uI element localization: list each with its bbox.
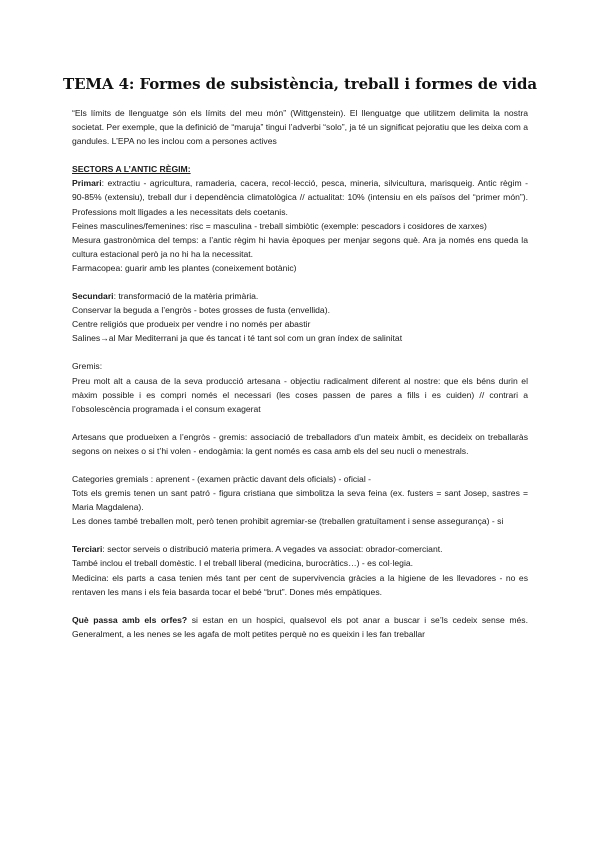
gremis-paragraph-1: Preu molt alt a causa de la seva producció artesana - objectiu radicalment diferent al nostre: que els béns durin el màxim possible i es compri només el necessari (les coses passen de pares a fills i es cuiden) // contrari a l’obsolescència programada i el consum exagerat (72, 375, 528, 414)
secundari-line: Conservar la beguda a l’engròs - botes grosses de fusta (envellida). (72, 305, 330, 316)
terciari-text: : sector serveis o distribució materia primera. A vegades va associat: obrador-comerciant. (102, 544, 443, 555)
secundari-label: Secundari (72, 291, 114, 302)
intro-paragraph: “Els límits de llenguatge són els límits del meu món” (Wittgenstein). El llenguatge que utilitzem delimita la nostra societat. Per exemple, que la definició de “maruja” tingui l’adverbi “solo”, ja té un significat pejoratiu que les deixa com a gandules. L’EPA no les inclou com a persones actives (72, 108, 528, 147)
secundari-line: Centre religiós que produeix per vendre i no només per abastir (72, 319, 311, 330)
primari-paragraph (72, 176, 528, 218)
farmacopea-paragraph: Farmacopea: guarir amb les plantes (coneixement botànic) (72, 262, 297, 273)
primari-text: : extractiu - agricultura, ramaderia, cacera, recol·lecció, pesca, mineria, silvicultura, marisqueig. Antic règim - 90-85% (extensiu), treball dur i dependència climatològica // actualitat: 10% (intensiu en els països del “primer món”). Professions molt lligades a les necessitats dels coetanis. (72, 178, 528, 217)
orfes-text: si estan en un hospici, qualsevol els pot anar a buscar i se’ls cedeix sense més. Generalment, a les nenes se les agafa de molt petites perquè no es queixin i les fan treballar (72, 614, 528, 639)
gremis-dones: Les dones també treballen molt, però tenen prohibit agremiar-se (treballen gratuïtament i sense assegurança) - si (72, 516, 504, 527)
gremis-patro: Tots els gremis tenen un sant patró - figura cristiana que simbolitza la seva feina (ex. fusters = sant Josep, sastres = Maria Magdalena). (72, 488, 528, 513)
mesura-paragraph: Mesura gastronòmica del temps: a l’antic règim hi havia èpoques per menjar segons què. Ara ja només ens queda la cultura estacional però ja no hi ha la necessitat. (72, 234, 528, 259)
document-body (72, 106, 528, 641)
secundari-line: Salines→al Mar Mediterrani ja que és tancat i té tant sol com un gran índex de salinitat (72, 333, 403, 344)
terciari-label: Terciari (72, 544, 103, 555)
sectors-heading-text: SECTORS A L’ANTIC RÈGIM: (72, 164, 191, 175)
gremis-paragraph-2: Artesans que produeixen a l’engròs - gremis: associació de treballadors d’un mateix àmbit, es decideix on treballaràs segons on neixes o si t’hi volen - endogàmia: la gent només es casa amb els del seu nucli o menestrals. (72, 431, 528, 456)
page-title: TEMA 4: Formes de subsistència, treball i formes de vida (63, 75, 537, 93)
terciari-paragraph (72, 542, 528, 556)
gremis-heading: Gremis: (72, 361, 103, 372)
secundari-text: : transformació de la matèria primària. (113, 291, 259, 302)
terciari-domestic: També inclou el treball domèstic. I el treball liberal (medicina, burocràtics…) - es col·legia. (72, 558, 414, 569)
orfes-label: Què passa amb els orfes? (72, 614, 188, 625)
primari-label: Primari (72, 178, 102, 189)
secundari-paragraph (72, 289, 528, 303)
gremis-categories: Categories gremials : aprenent - (examen pràctic davant dels oficials) - oficial - (72, 473, 371, 484)
terciari-medicina: Medicina: els parts a casa tenien més tant per cent de supervivencia gràcies a la higiene de les llevadores - no es rentaven les mans i els feia basarda tocar el bebé “brut”. Dones més empàtiques. (72, 572, 528, 597)
feines-paragraph: Feines masculines/femenines: risc = masculina - treball simbiòtic (exemple: pescadors i cosidores de xarxes) (72, 220, 487, 231)
sectors-heading (72, 162, 528, 176)
orfes-paragraph (72, 613, 528, 641)
